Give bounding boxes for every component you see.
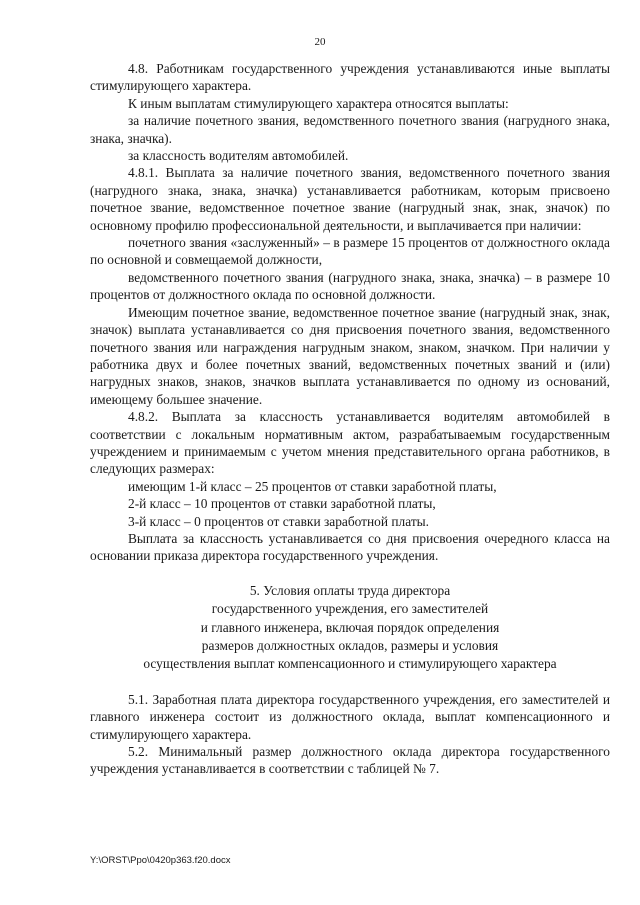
list-item-class-3: 3-й класс – 0 процентов от ставки заработной платы. <box>128 513 430 529</box>
paragraph-4-8-2: 4.8.2. Выплата за классность устанавливается водителям автомобилей в соответствии с локальным нормативным актом, разрабатываемым государственным учреждением и принимаемым с учетом мнения представительного органа работников, в следующих размерах: <box>90 409 610 477</box>
paragraph-4-8: 4.8. Работникам государственного учреждения устанавливаются иные выплаты стимулирующего характера. <box>90 61 610 94</box>
heading-line: и главного инженера, включая порядок определения <box>200 619 500 635</box>
paragraph-5-2: 5.2. Минимальный размер должностного оклада директора государственного учреждения устанавливается в соответствии с таблицей № 7. <box>90 744 610 777</box>
heading-line: государственного учреждения, его заместителей <box>211 601 489 617</box>
document-body <box>90 60 610 778</box>
paragraph-other-payments: К иным выплатам стимулирующего характера относятся выплаты: <box>128 95 509 111</box>
list-item-driver-class: за классность водителям автомобилей. <box>128 148 349 164</box>
heading-line: осуществления выплат компенсационного и стимулирующего характера <box>143 656 557 672</box>
list-item-honored-title: почетного звания «заслуженный» – в размере 15 процентов от должностного оклада по основной и совмещаемой должности, <box>90 235 610 268</box>
heading-line: размеров должностных окладов, размеры и условия <box>201 638 499 653</box>
paragraph-5-1: 5.1. Заработная плата директора государственного учреждения, его заместителей и главного инженера состоит из должностного оклада, выплат компенсационного и стимулирующего характера. <box>90 691 610 742</box>
list-item-departmental-title: ведомственного почетного звания (нагрудного знака, знака, значка) – в размере 10 процентов от должностного оклада по основной должности. <box>90 269 610 303</box>
list-item-class-1: имеющим 1-й класс – 25 процентов от ставки заработной платы, <box>128 478 497 494</box>
list-item-class-2: 2-й класс – 10 процентов от ставки заработной платы, <box>128 496 436 512</box>
paragraph-4-8-1: 4.8.1. Выплата за наличие почетного звания, ведомственного почетного звания (нагрудного знака, знака, значка) устанавливается работникам, которым присвоено почетное звание, ведомственное почетное звание (нагрудный знак, знак, значок) по основному профилю профессиональной деятельности, и выплачивается при наличии: <box>90 165 610 233</box>
footer-file-path: Y:\ORST\Ppo\0420p363.f20.docx <box>90 855 231 866</box>
paragraph-class-payment-date: Выплата за классность устанавливается со дня присвоения очередного класса на основании приказа директора государственного учреждения. <box>90 530 610 564</box>
page-number: 20 <box>314 36 326 48</box>
section-5-heading <box>90 582 610 674</box>
heading-line: 5. Условия оплаты труда директора <box>249 582 451 598</box>
list-item-honorary-title: за наличие почетного звания, ведомственного почетного звания (нагрудного знака, знака, значка). <box>90 113 610 146</box>
paragraph-title-holders: Имеющим почетное звание, ведомственное почетное звание (нагрудный знак, знак, значок) выплата устанавливается со дня присвоения почетного звания, ведомственного почетного звания или награждения нагрудным знаком, знаком, значком. При наличии у работника двух и более почетных званий, ведомственных почетных званий и (или) нагрудных знаков, знаков, значков выплата устанавливается по одному из оснований, имеющему большее значение. <box>90 304 610 407</box>
